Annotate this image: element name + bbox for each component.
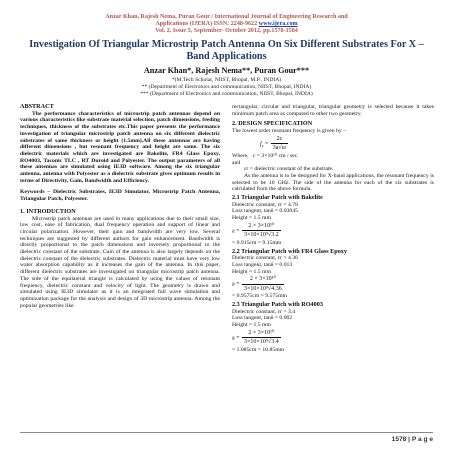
side-denominator: 3×10×10⁹√3.4	[244, 339, 279, 346]
resonant-frequency-formula: $f_r$ = $\frac{2c}{3a√\varepsilon r}$	[260, 135, 287, 152]
subsection-ro4003-height: Height = 1.5 mm	[232, 322, 271, 329]
author-list: Anzar Khan*, Rajesh Nema**, Puran Gour***	[143, 66, 310, 75]
side-fraction	[242, 329, 281, 347]
abstract-body: The performance characteristics of microstrip patch antennas depend on various characteristics like substrate material selection, patch dimensions, feeding techniques, thickness of the substrates etc.This paper presents the performance investigation of triangular microstrip patch antenna on six different dielectric substrates of same thickness or height (1.5mm).All these antennas are having different dimensions , but resonant frequency and height are same. The six dielectric materials which are investigated are Bakelite, FR4 Glass Epoxy, RO4003, Taconic TLC , RT Duroid and Polyester. The output parameters of all these antennas are simulated using IE3D software. Among the six triangular antenna, antenna with Polyester as a dielectric substrate gives optimum results in terms of Directivity, Gain, Bandwidth and Efficiency.	[20, 110, 220, 184]
side-denominator: 3×10×10⁹√4.36	[244, 285, 282, 292]
subsection-fr4-equation: a = $\frac{\text{2 × 3×10¹⁰}}{\text{3×10×10⁹√4.36}}$	[232, 276, 282, 292]
subsection-bakelite-result: = 0.915cm = 9.15mm	[232, 239, 282, 246]
keywords	[20, 189, 220, 202]
subsection-ro4003-loss: Loss tangent, tanδ = 0.002	[232, 315, 293, 322]
design-paragraph: As the antenna is to be designed for X-band applications, the resonant frequency is selected to be 10 GHz. The side of the antenna for each of the six substrates is calculated from the above formula.	[232, 172, 434, 193]
side-numerator: 2 × 3×10¹⁰	[242, 275, 284, 285]
keywords-label: Keywords	[20, 189, 45, 196]
subsection-fr4-loss: Loss tangent, tanδ = 0.013	[232, 261, 293, 268]
design-heading: 2. DESIGN SPECIFICATION	[232, 120, 313, 128]
journal-header	[0, 14, 453, 35]
formula-fraction	[271, 135, 288, 153]
introduction-heading: 1. INTRODUCTION	[20, 207, 76, 215]
subsection-bakelite-height: Height = 1.5 mm	[232, 215, 271, 222]
formula-denominator: 3a√εr	[272, 145, 287, 152]
formula-numerator: 2c	[271, 135, 288, 145]
side-numerator: 2 × 3×10¹⁰	[242, 329, 281, 339]
journal-issn: Applications (IJERA) ISSN: 2248-9622	[155, 21, 258, 27]
journal-header-line3: Vol. 2, Issue 5, September- October 2012, pp.1578-1584	[155, 28, 298, 34]
subsection-ro4003-result: = 1.085cm = 10.85mm	[232, 346, 285, 353]
affiliation-1: *(M.Tech Scholar, NIIST, Bhopal, M.P., INDIA)	[171, 77, 282, 83]
subsection-ro4003-dielectric: Dielectric constant, εr = 3.4	[232, 308, 296, 315]
subsection-bakelite-equation: a = $\frac{\text{2 × 3×10¹⁰}}{\text{3×10×10⁹√3.2}}$	[232, 222, 279, 239]
side-fraction	[242, 275, 284, 293]
left-column	[20, 104, 220, 309]
subsection-bakelite-loss: Loss tangent, tanδ = 0.03045	[232, 208, 298, 215]
footer-rule	[20, 432, 433, 433]
abstract-heading: ABSTRACT	[20, 103, 54, 110]
and-label: and	[232, 159, 241, 166]
intro-continued: rectangular, circular and triangular, triangular geometry is selected because it takes minimum patch area as compared to other two geometry.	[232, 104, 434, 117]
where-c-line	[232, 153, 434, 160]
side-numerator: 2 × 3×10¹⁰	[242, 222, 281, 232]
journal-header-line2	[0, 21, 453, 28]
right-column	[232, 104, 434, 354]
side-denominator: 3×10×10⁹√3.2	[244, 232, 279, 239]
subsection-fr4-result: = 0.9575cm = 9.575mm	[232, 293, 287, 300]
keywords-text: – Dielectric Substrates, IE3D Simulator, Microstrip Patch Antenna, Triangular Patch, Polyester.	[20, 189, 220, 203]
affiliation-3: *** (Department of Electronics and communication, NIIST, Bhopal, INDIA)	[140, 91, 313, 97]
design-text: The lowest order resonant frequency is given by –	[232, 128, 347, 135]
side-fraction	[242, 222, 281, 240]
subsection-ro4003-equation: a = $\frac{\text{2 × 3×10¹⁰}}{\text{3×10×10⁹√3.4}}$	[232, 329, 279, 346]
subsection-bakelite-dielectric: Dielectric constant, εr = 4.78	[232, 201, 298, 208]
subsection-fr4-heading: 2.2 Triangular Patch with FR4 Glass Epoxy	[232, 247, 347, 255]
journal-website-link[interactable]: www.ijera.com	[258, 21, 298, 27]
introduction-body: Microstrip patch antennas are used in many applications due to their small size, low cost, ease of fabrication, dual frequency operation and support of linear and circular polarization. However, their gain and bandwidth are very low. Several techniques are suggested by different authors for gain enhancement. Bandwidth is directly proportional to the patch dimensions and inversely proportional to the dielectric constant of the substrate. Gain of the antenna is also largely depends on the dielectric constant of the dielectric substrates. Dielectric material must have very low water absorption capability as it increases the gain of the antenna. In this paper, different dielectric substrates are investigated on triangular microstrip patch antenna. The side of the equilateral triangle is calculated by using the values of resonant frequency, dielectric constant and velocity of light. The geometry is drawn and simulated using IE3D simulator as it is an integrated full wave simulation and optimization package for the analysis and design of 3D microstrip antenna. Among the popular geometries like	[20, 215, 220, 309]
where-label: Where,	[232, 152, 249, 159]
dielectric-definition: εr = dielectric constant of the substrate.	[244, 166, 334, 173]
formula-lhs: f	[260, 141, 262, 148]
paper-title: Investigation Of Triangular Microstrip Patch Antenna On Six Different Substrates For X –Band Applications	[29, 39, 424, 62]
formula-lhs-sub: r	[261, 144, 264, 150]
journal-header-line1: Anzar Khan, Rajesh Nema, Puran Gour / International Journal of Engineering Research and	[105, 14, 348, 20]
subsection-fr4-height: Height = 1.5 mm	[232, 268, 271, 275]
subsection-fr4-dielectric: Dielectric constant, εr = 4.36	[232, 255, 298, 262]
speed-of-light-definition: c = 3×10¹⁰ cm / sec.	[252, 152, 299, 159]
affiliation-2: ** (Department of Electronics and communication, NIIST, Bhopal, INDIA)	[141, 84, 312, 90]
subsection-bakelite-heading: 2.1 Triangular Patch with Bakelite	[232, 194, 323, 202]
subsection-ro4003-heading: 2.3 Triangular Patch with RO4003	[232, 301, 323, 309]
page-number: 1578 | P a g e	[391, 436, 433, 443]
